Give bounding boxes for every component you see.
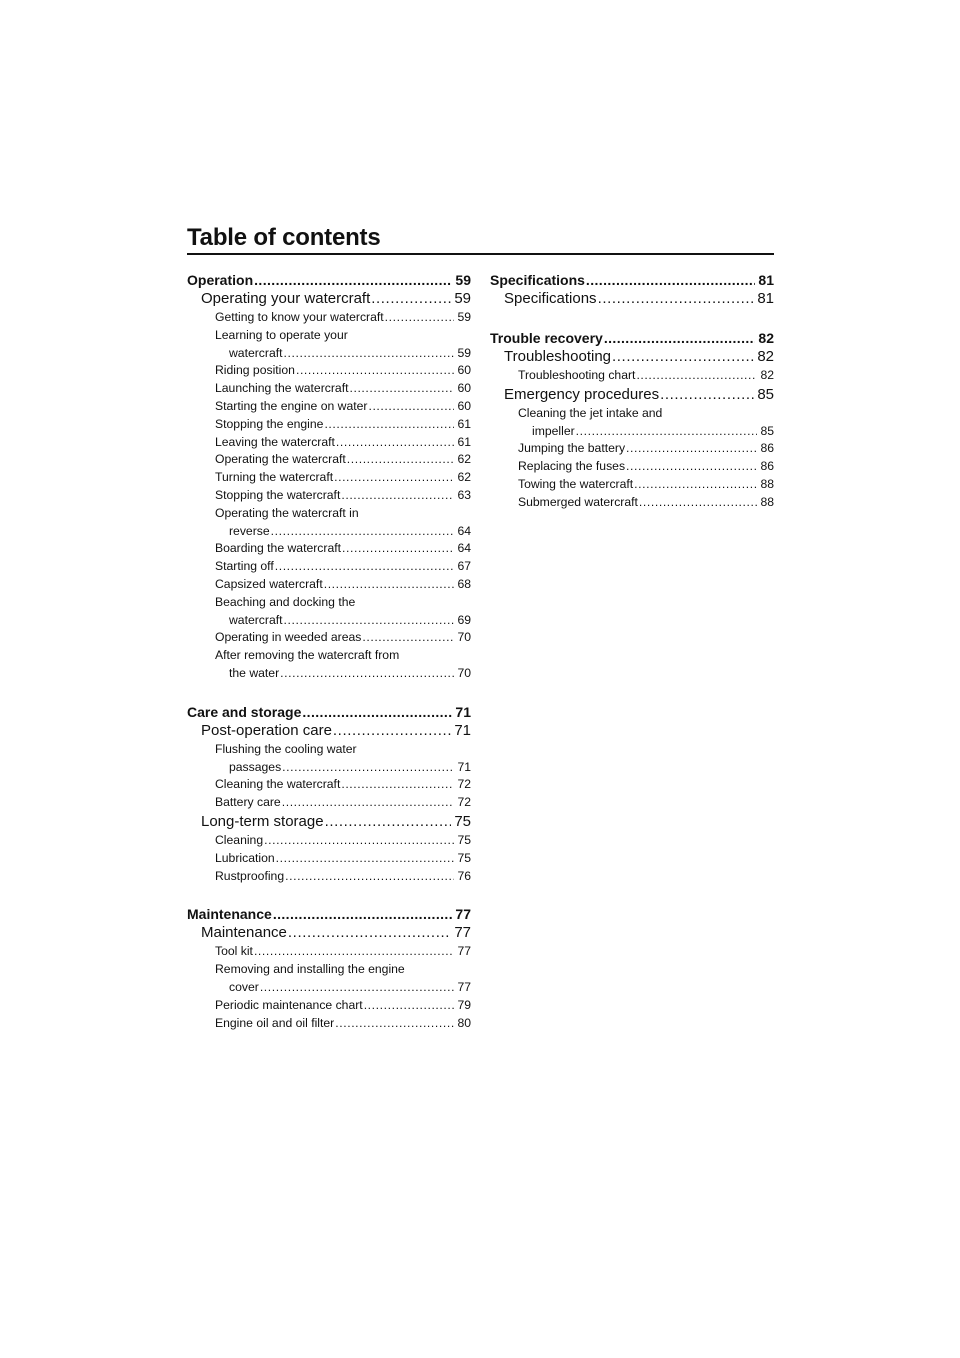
toc-entry-first-line[interactable]: Flushing the cooling water <box>215 741 357 756</box>
leader-dots <box>253 943 455 961</box>
toc-section-heading[interactable] <box>490 271 774 289</box>
toc-entry[interactable] <box>187 665 471 683</box>
entry-text: Post-operation care <box>201 721 332 739</box>
entry-page: 72 <box>457 777 471 792</box>
entry-page: 77 <box>455 906 471 923</box>
entry-page: 88 <box>760 476 774 491</box>
toc-entry[interactable] <box>490 458 774 476</box>
leader-dots <box>275 850 455 868</box>
entry-page: 67 <box>457 559 471 574</box>
toc-entry[interactable] <box>187 523 471 541</box>
toc-subsection-heading[interactable] <box>187 923 471 943</box>
entry-page: 61 <box>457 416 471 431</box>
entry-text: Riding position <box>215 363 295 378</box>
toc-entry[interactable] <box>490 367 774 385</box>
entry-text: Boarding the watercraft <box>215 541 342 556</box>
leader-dots <box>283 345 455 363</box>
leader-dots <box>603 329 756 347</box>
leader-dots <box>370 289 451 309</box>
entry-text: Cleaning <box>215 832 264 847</box>
leader-dots <box>341 540 454 558</box>
toc-entry[interactable] <box>187 759 471 777</box>
leader-dots <box>633 476 757 494</box>
entry-page: 69 <box>457 612 471 627</box>
leader-dots <box>324 812 452 832</box>
entry-text: cover <box>229 979 259 994</box>
entry-page: 60 <box>457 381 471 396</box>
entry-page: 81 <box>757 290 774 307</box>
entry-text: Maintenance <box>187 906 272 923</box>
toc-entry[interactable] <box>187 979 471 997</box>
entry-text: Turning the watercraft <box>215 470 334 485</box>
section-gap <box>187 885 471 905</box>
toc-entry[interactable] <box>187 434 471 452</box>
toc-subsection-heading[interactable] <box>187 289 471 309</box>
entry-page: 59 <box>457 345 471 360</box>
toc-entry[interactable] <box>187 345 471 363</box>
entry-text: Towing the watercraft <box>518 476 634 491</box>
entry-page: 59 <box>457 310 471 324</box>
entry-page: 61 <box>457 434 471 449</box>
toc-entry[interactable] <box>187 612 471 630</box>
entry-page: 70 <box>457 630 471 645</box>
entry-page: 59 <box>454 290 471 307</box>
leader-dots <box>287 923 451 943</box>
leader-dots <box>281 794 455 812</box>
leader-dots <box>340 776 454 794</box>
entry-text: watercraft <box>229 612 283 627</box>
entry-page: 77 <box>454 924 471 942</box>
entry-text: Battery care <box>215 795 281 810</box>
toc-entry[interactable] <box>187 850 471 868</box>
entry-page: 62 <box>457 470 471 485</box>
leader-dots <box>334 1015 454 1033</box>
entry-text: Replacing the fuses <box>518 459 626 474</box>
entry-text: Starting the engine on water <box>215 398 368 413</box>
toc-entry[interactable] <box>187 451 471 469</box>
entry-text: Getting to know your watercraft <box>215 310 384 324</box>
toc-subsection-heading[interactable] <box>490 347 774 367</box>
entry-page: 63 <box>457 487 471 502</box>
entry-page: 60 <box>457 398 471 413</box>
entry-text: Cleaning the watercraft <box>215 777 341 792</box>
leader-dots <box>597 289 755 309</box>
toc-entry[interactable] <box>187 469 471 487</box>
leader-dots <box>323 576 455 594</box>
entry-text: Specifications <box>504 290 597 307</box>
leader-dots <box>259 979 455 997</box>
toc-entry[interactable] <box>187 362 471 380</box>
entry-text: watercraft <box>229 345 283 360</box>
entry-text: Capsized watercraft <box>215 576 323 591</box>
toc-entry-first-line[interactable]: Operating the watercraft in <box>215 505 359 520</box>
toc-entry[interactable] <box>187 416 471 434</box>
entry-page: 64 <box>457 541 471 556</box>
entry-text: Trouble recovery <box>490 330 603 346</box>
toc-subsection-heading[interactable] <box>187 812 471 832</box>
toc-section-heading[interactable] <box>187 271 471 289</box>
toc-subsection-heading[interactable] <box>490 289 774 309</box>
entry-text: the water <box>229 665 280 680</box>
entry-page: 79 <box>457 997 471 1012</box>
entry-text: Stopping the watercraft <box>215 487 341 502</box>
leader-dots <box>585 271 756 289</box>
entry-text: Lubrication <box>215 850 275 865</box>
entry-text: Engine oil and oil filter <box>215 1015 335 1030</box>
toc-entry[interactable] <box>187 487 471 505</box>
entry-text: Starting off <box>215 559 274 574</box>
toc-entry[interactable] <box>490 423 774 441</box>
leader-dots <box>335 434 455 452</box>
entry-page: 60 <box>457 363 471 378</box>
entry-page: 80 <box>457 1015 471 1030</box>
entry-text: Launching the watercraft <box>215 381 349 396</box>
entry-page: 64 <box>457 523 471 538</box>
entry-page: 77 <box>457 944 471 959</box>
leader-dots <box>363 997 455 1015</box>
leader-dots <box>263 832 454 850</box>
toc-section-heading[interactable] <box>490 329 774 347</box>
toc-entry[interactable] <box>187 776 471 794</box>
entry-text: Specifications <box>490 272 585 288</box>
page-title: Table of contents <box>187 224 381 251</box>
entry-text: Operating the watercraft <box>215 452 346 467</box>
leader-dots <box>253 271 452 289</box>
entry-page: 88 <box>760 494 774 509</box>
entry-page: 86 <box>760 441 774 456</box>
leader-dots <box>270 523 455 541</box>
entry-text: Operating in weeded areas <box>215 630 362 645</box>
leader-dots <box>348 380 454 398</box>
leader-dots <box>625 440 757 458</box>
entry-page: 68 <box>457 576 471 591</box>
entry-page: 71 <box>455 703 471 720</box>
leader-dots <box>340 487 454 505</box>
toc-entry-first-line[interactable]: Removing and installing the engine <box>215 962 405 977</box>
entry-page: 59 <box>455 272 471 288</box>
toc-left-column <box>187 271 471 1032</box>
entry-page: 82 <box>757 348 774 365</box>
toc-entry-first-line[interactable]: Beaching and docking the <box>215 594 356 609</box>
toc-subsection-heading[interactable] <box>490 385 774 405</box>
entry-page: 71 <box>457 759 471 774</box>
toc-section-heading[interactable] <box>187 703 471 721</box>
entry-page: 85 <box>760 423 774 438</box>
entry-page: 81 <box>758 272 774 288</box>
leader-dots <box>295 362 454 380</box>
toc-entry[interactable] <box>187 576 471 594</box>
entry-text: Rustproofing <box>215 868 285 883</box>
entry-text: Troubleshooting chart <box>518 368 636 382</box>
leader-dots <box>333 469 454 487</box>
entry-text: impeller <box>532 423 575 438</box>
entry-text: Operation <box>187 272 254 288</box>
leader-dots <box>635 367 757 385</box>
toc-entry-first-line[interactable]: Cleaning the jet intake and <box>518 405 663 420</box>
leader-dots <box>611 347 754 367</box>
entry-page: 77 <box>457 979 471 994</box>
toc-entry[interactable] <box>490 494 774 512</box>
leader-dots <box>272 905 453 923</box>
toc-right-column <box>490 271 774 512</box>
entry-text: Troubleshooting <box>504 348 612 365</box>
toc-section-heading[interactable] <box>187 905 471 923</box>
entry-text: Stopping the engine <box>215 416 324 431</box>
entry-text: Periodic maintenance chart <box>215 997 363 1012</box>
leader-dots <box>346 451 455 469</box>
entry-page: 82 <box>758 330 774 346</box>
leader-dots <box>284 868 454 886</box>
leader-dots <box>283 612 455 630</box>
entry-page: 62 <box>457 452 471 467</box>
toc-entry[interactable] <box>187 629 471 647</box>
toc-entry[interactable] <box>187 943 471 961</box>
entry-text: Operating your watercraft <box>201 290 371 307</box>
entry-text: Tool kit <box>215 944 253 959</box>
toc-entry[interactable] <box>187 997 471 1015</box>
leader-dots <box>575 423 758 441</box>
section-gap <box>490 309 774 329</box>
entry-page: 72 <box>457 795 471 810</box>
leader-dots <box>361 629 454 647</box>
entry-page: 82 <box>760 368 774 382</box>
toc-entry[interactable] <box>490 440 774 458</box>
entry-page: 71 <box>454 721 471 739</box>
entry-page: 75 <box>457 850 471 865</box>
entry-text: Maintenance <box>201 924 287 942</box>
entry-page: 86 <box>760 459 774 474</box>
entry-text: Care and storage <box>187 703 302 720</box>
toc-entry[interactable] <box>187 1015 471 1033</box>
entry-page: 76 <box>457 868 471 883</box>
entry-text: Long-term storage <box>201 812 324 830</box>
entry-text: reverse <box>229 523 270 538</box>
leader-dots <box>367 398 454 416</box>
leader-dots <box>323 416 454 434</box>
entry-text: Emergency procedures <box>504 385 660 403</box>
leader-dots <box>279 665 454 683</box>
leader-dots <box>301 703 452 721</box>
entry-page: 75 <box>457 832 471 847</box>
toc-entry[interactable] <box>187 309 471 327</box>
leader-dots <box>281 759 454 777</box>
toc-entry[interactable] <box>187 868 471 886</box>
toc-entry-first-line[interactable]: After removing the watercraft from <box>215 648 400 663</box>
toc-entry[interactable] <box>187 794 471 812</box>
entry-text: Leaving the watercraft <box>215 434 335 449</box>
leader-dots <box>384 309 455 327</box>
entry-page: 85 <box>757 385 774 403</box>
leader-dots <box>332 721 451 741</box>
entry-text: Submerged watercraft <box>518 494 638 509</box>
entry-text: passages <box>229 759 282 774</box>
toc-subsection-heading[interactable] <box>187 721 471 741</box>
toc-entry[interactable] <box>187 558 471 576</box>
leader-dots <box>659 385 754 405</box>
toc-entry[interactable] <box>187 540 471 558</box>
section-gap <box>187 683 471 703</box>
leader-dots <box>638 494 758 512</box>
leader-dots <box>625 458 757 476</box>
toc-entry[interactable] <box>490 476 774 494</box>
leader-dots <box>274 558 455 576</box>
entry-page: 70 <box>457 665 471 680</box>
entry-page: 75 <box>454 812 471 830</box>
toc-entry[interactable] <box>187 380 471 398</box>
toc-entry[interactable] <box>187 832 471 850</box>
entry-text: Jumping the battery <box>518 441 626 456</box>
toc-entry-first-line[interactable]: Learning to operate your <box>215 327 348 342</box>
toc-entry[interactable] <box>187 398 471 416</box>
title-rule <box>187 253 774 255</box>
